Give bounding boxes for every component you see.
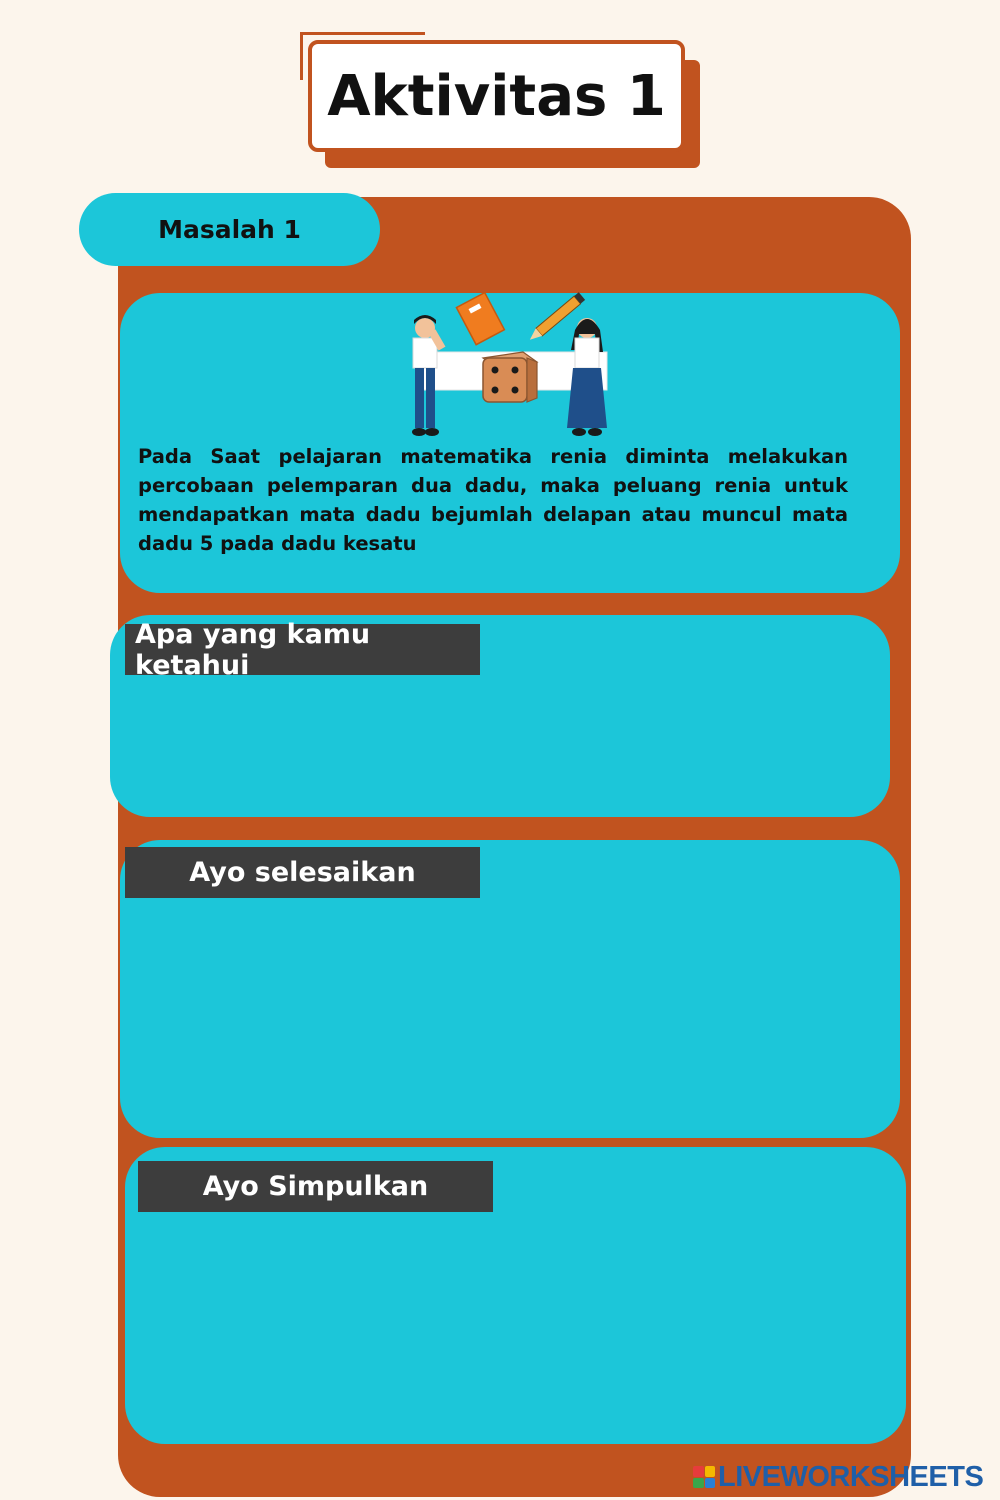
page-title: Aktivitas 1 — [308, 40, 685, 152]
title-accent-line — [300, 32, 425, 35]
conclude-section-label: Ayo Simpulkan — [138, 1161, 493, 1212]
title-accent-vline — [300, 32, 303, 80]
known-section-label: Apa yang kamu ketahui — [125, 624, 480, 675]
solve-section-label: Ayo selesaikan — [125, 847, 480, 898]
brand-name: LIVEWORKSHEETS — [718, 1460, 984, 1493]
students-with-dice-illustration — [395, 290, 625, 440]
problem-label: Masalah 1 — [79, 193, 380, 266]
liveworksheets-logo[interactable] — [693, 1459, 983, 1495]
liveworksheets-logo-icon — [693, 1466, 715, 1488]
problem-text: Pada Saat pelajaran matematika renia diminta melakukan percobaan pelemparan dua dadu, maka peluang renia untuk mendapatkan mata dadu bejumlah delapan atau muncul mata dadu 5 pada dadu kesatu — [138, 445, 848, 555]
